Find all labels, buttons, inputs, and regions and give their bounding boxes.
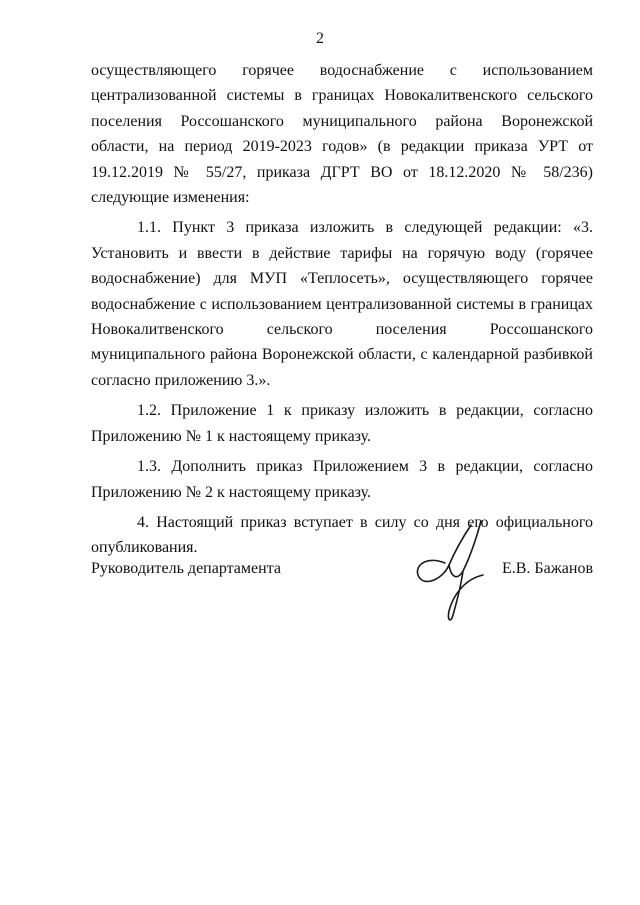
page-number: 2: [316, 30, 324, 47]
paragraph-item-1-3: 1.3. Дополнить приказ Приложением 3 в редакции, согласно Приложению № 2 к настоящему приказу.: [91, 458, 593, 501]
paragraph-item-4: 4. Настоящий приказ вступает в силу со дня его официального опубликования.: [91, 513, 593, 557]
paragraph-item-1-2: 1.2. Приложение 1 к приказу изложить в редакции, согласно Приложению № 1 к настоящему приказу.: [91, 402, 593, 445]
signer-title: Руководитель департамента: [91, 560, 281, 577]
signer-name: Е.В. Бажанов: [501, 560, 593, 577]
paragraph-item-1-1: 1.1. Пункт 3 приказа изложить в следующей редакции: «3. Установить и ввести в действие тарифы на горячую воду (горячее водоснабжение) для МУП «Теплосеть», осуществляющего горячее водоснабжение с использованием централизованной системы в границах Новокалитвенского сельского поселения Россошанского муниципального района Воронежской области, с календарной разбивкой согласно приложению 3.».: [91, 219, 593, 389]
document-body: [91, 58, 593, 566]
paragraph-continuation: осуществляющего горячее водоснабжение с использованием централизованной системы в границах Новокалитвенского сельского поселения Россошанского муниципального района Воронежской области, на период 2019-2023 годов» (в редакции приказа УРТ от 19.12.2019 № 55/27, приказа ДГРТ ВО от 18.12.2020 № 58/236) следующие изменения:: [91, 62, 593, 207]
handwritten-signature: [405, 515, 495, 625]
signature-block: [91, 556, 593, 596]
